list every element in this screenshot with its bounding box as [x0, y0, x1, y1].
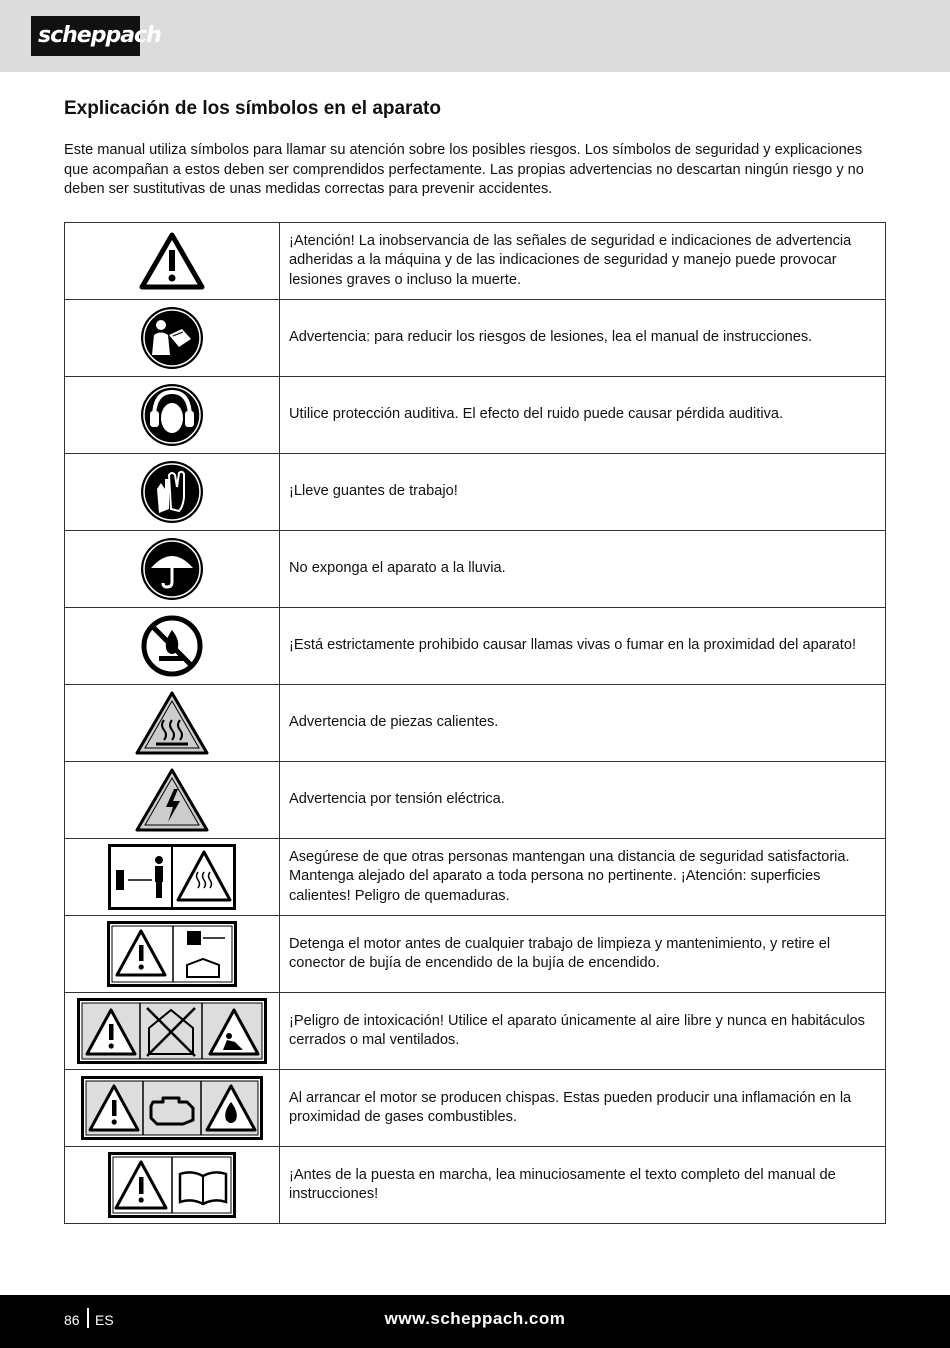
symbol-row [65, 223, 886, 300]
intro-paragraph: Este manual utiliza símbolos para llamar su atención sobre los posibles riesgos. Los símbolos de seguridad y explicaciones que acompañan a estos deben ser comprendidos perfectamente. Las propias advertencias no descartan ningún riesgo y no deben ser sustitutivas de unas medidas correctas para prevenir accidentes. [64, 142, 864, 197]
symbol-cell [65, 377, 280, 454]
symbol-cell [65, 839, 280, 916]
symbols-table [64, 222, 886, 1224]
website-url: www.scheppach.com [384, 1309, 566, 1328]
poisoning-outdoor-icon [77, 998, 267, 1064]
symbol-row [65, 839, 886, 916]
symbol-row [65, 531, 886, 608]
symbol-description: ¡Antes de la puesta en marcha, lea minuciosamente el texto completo del manual de instrucciones! [280, 1147, 886, 1224]
symbol-cell [65, 223, 280, 300]
symbol-description: Asegúrese de que otras personas mantengan una distancia de seguridad satisfactoria. Mantenga alejado del aparato a toda persona no pertinente. ¡Atención: superficies calientes! Peligro de quemaduras. [280, 839, 886, 916]
keep-distance-hot-icon [108, 844, 236, 910]
symbol-row [65, 1070, 886, 1147]
page-number: 86 [64, 1312, 80, 1328]
symbol-description: Advertencia: para reducir los riesgos de lesiones, lea el manual de instrucciones. [280, 300, 886, 377]
symbol-cell [65, 454, 280, 531]
symbol-row [65, 1147, 886, 1224]
footer-bar [0, 1295, 950, 1348]
symbol-description: Al arrancar el motor se producen chispas. Estas pueden producir una inflamación en la proximidad de gases combustibles. [280, 1070, 886, 1147]
symbol-row [65, 608, 886, 685]
header-band [0, 0, 950, 72]
symbol-description: Advertencia por tensión eléctrica. [280, 762, 886, 839]
engine-sparks-icon [81, 1076, 263, 1140]
symbol-row [65, 377, 886, 454]
symbol-row [65, 762, 886, 839]
symbol-cell [65, 916, 280, 993]
symbol-cell [65, 1070, 280, 1147]
symbol-description: Utilice protección auditiva. El efecto del ruido puede causar pérdida auditiva. [280, 377, 886, 454]
no-open-flame-icon [139, 613, 205, 679]
symbol-description: Detenga el motor antes de cualquier trabajo de limpieza y mantenimiento, y retire el conector de bujía de encendido de la bujía de encendido. [280, 916, 886, 993]
symbol-description: Advertencia de piezas calientes. [280, 685, 886, 762]
brand-logo: scheppach [31, 16, 140, 56]
symbol-cell [65, 1147, 280, 1224]
symbol-row [65, 300, 886, 377]
ear-protection-icon [139, 382, 205, 448]
gloves-icon [139, 459, 205, 525]
symbol-cell [65, 531, 280, 608]
symbol-description: ¡Está estrictamente prohibido causar llamas vivas o fumar en la proximidad del aparato! [280, 608, 886, 685]
symbol-cell [65, 762, 280, 839]
stop-engine-spark-plug-icon [107, 921, 237, 987]
warning-triangle-icon [139, 232, 205, 290]
page-title: Explicación de los símbolos en el aparato [64, 98, 441, 119]
symbol-cell [65, 993, 280, 1070]
read-manual-icon [139, 305, 205, 371]
electric-voltage-icon [134, 767, 210, 833]
language-code: ES [95, 1312, 114, 1328]
symbol-cell [65, 608, 280, 685]
warning-manual-icon [108, 1152, 236, 1218]
symbol-description: ¡Atención! La inobservancia de las señales de seguridad e indicaciones de advertencia adheridas a la máquina y de las indicaciones de seguridad y manejo puede provocar lesiones graves o incluso la muerte. [280, 223, 886, 300]
symbol-row [65, 454, 886, 531]
symbol-row [65, 993, 886, 1070]
hot-surface-icon [134, 690, 210, 756]
umbrella-icon [139, 536, 205, 602]
symbol-description: No exponga el aparato a la lluvia. [280, 531, 886, 608]
symbol-description: ¡Lleve guantes de trabajo! [280, 454, 886, 531]
symbol-description: ¡Peligro de intoxicación! Utilice el aparato únicamente al aire libre y nunca en habitáculos cerrados o mal ventilados. [280, 993, 886, 1070]
symbol-row [65, 916, 886, 993]
symbol-cell [65, 685, 280, 762]
symbol-row [65, 685, 886, 762]
symbol-cell [65, 300, 280, 377]
